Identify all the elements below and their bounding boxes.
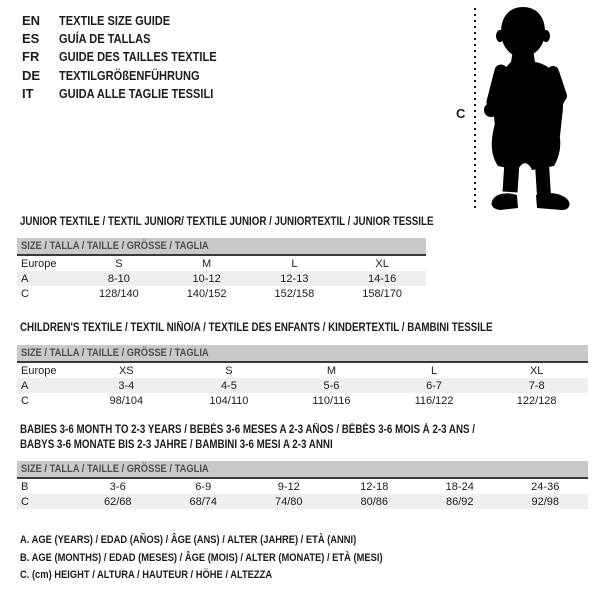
row-label: A [21,272,29,285]
age-cell: 10-12 [192,272,221,285]
age-cell: 5-6 [323,379,340,392]
size-cell: S [225,364,233,377]
row-label: Europe [21,257,57,270]
size-cell: L [431,364,438,377]
age-cell: 6-7 [426,379,443,392]
table-row-months [17,479,588,494]
height-cell: 80/86 [360,495,389,508]
height-cell: 110/116 [312,394,351,407]
children-table-title [20,321,576,336]
language-code: FR [22,49,40,65]
table-row-height [17,286,426,301]
babies-table-title [20,423,555,453]
size-header-text: SIZE / TALLA / TAILLE / GRÖSSE / TAGLIA [21,347,209,359]
size-header-text: SIZE / TALLA / TAILLE / GRÖSSE / TAGLIA [21,240,209,252]
row-label: C [21,394,29,407]
language-title: TEXTILE SIZE GUIDE [59,12,171,28]
height-cell: 152/158 [274,287,315,300]
legend-age-months: B. AGE (MONTHS) / EDAD (MESES) / ÂGE (MOIS) / ALTER (MONATE) / ETÀ (MESI) [20,551,383,564]
age-cell: 8-10 [107,272,130,285]
table-row-height [17,494,588,509]
language-title-list [22,11,244,103]
height-cell: 122/128 [516,394,557,407]
size-cell: M [326,364,337,377]
months-cell: 3-6 [109,480,126,493]
height-cell: 104/110 [209,394,249,407]
size-cell: L [291,257,298,270]
junior-size-table [17,238,426,301]
table-row-europe [17,363,588,378]
months-cell: 12-18 [360,480,389,493]
table-row-height [17,393,588,408]
babies-size-table [17,461,588,509]
height-cell: 140/152 [186,287,227,300]
children-table-title-text: CHILDREN'S TEXTILE / TEXTIL NIÑO/A / TEXTILE DES ENFANTS / KINDERTEXTIL / BAMBINI TESSILE [20,322,493,334]
row-label: C [21,495,29,508]
age-cell: 3-4 [118,379,135,392]
row-label: B [21,480,29,493]
legend-height-cm: C. (cm) HEIGHT / ALTURA / HAUTEUR / HÖHE / ALTEZZA [20,569,273,582]
language-title: GUÍA DE TALLAS [59,31,151,47]
months-cell: 18-24 [445,480,474,493]
height-cell: 158/170 [362,287,402,300]
language-title: TEXTILGRÖßENFÜHRUNG [59,67,200,83]
height-dotted-line [474,8,476,209]
size-cell: XS [118,364,134,377]
size-cell: XL [529,364,544,377]
height-cell: 74/80 [274,495,303,508]
babies-table-title-line1: BABIES 3-6 MONTH TO 2-3 YEARS / BEBÉS 3-6 MESES A 2-3 AÑOS / BÉBÉS 3-6 MOIS À 2-3 ANS / [20,424,476,436]
table-row-europe [17,256,426,271]
months-cell: 6-9 [195,480,212,493]
measurement-legend [20,532,447,585]
age-cell: 7-8 [528,379,545,392]
language-title: GUIDA ALLE TAGLIE TESSILI [59,86,214,102]
months-cell: 9-12 [277,480,300,493]
size-header-bar [17,461,588,477]
height-cell: 98/104 [109,394,144,407]
language-code: IT [22,86,34,102]
toddler-silhouette-icon [483,4,595,214]
height-cell: 128/140 [98,287,139,300]
language-code: EN [22,12,41,28]
language-row-it [22,85,244,103]
row-label: Europe [21,364,57,377]
height-cell: 68/74 [189,495,218,508]
age-cell: 4-5 [220,379,237,392]
junior-table-title-text: JUNIOR TEXTILE / TEXTIL JUNIOR/ TEXTILE JUNIOR / JUNIORTEXTIL / JUNIOR TESSILE [20,216,434,228]
legend-age-years: A. AGE (YEARS) / EDAD (AÑOS) / ÂGE (ANS) / ALTER (JAHRE) / ETÀ (ANNI) [20,534,357,546]
table-row-age [17,378,588,393]
height-measure-label: C [456,106,466,121]
language-row-de [22,66,244,84]
height-cell: 116/122 [414,394,454,407]
language-row-en [22,11,244,29]
language-row-fr [22,48,244,66]
size-header-text: SIZE / TALLA / TAILLE / GRÖSSE / TAGLIA [21,463,209,475]
age-cell: 12-13 [280,272,309,285]
months-cell: 24-36 [531,480,560,493]
language-code: DE [22,67,41,83]
children-size-table [17,345,588,408]
table-row-age [17,271,426,286]
row-label: C [21,287,29,300]
height-cell: 92/98 [531,495,560,508]
language-code: ES [22,31,40,47]
height-cell: 62/68 [103,495,132,508]
size-header-bar [17,238,426,254]
size-cell: M [202,257,212,270]
junior-table-title [20,215,506,230]
size-header-bar [17,345,588,361]
age-cell: 14-16 [368,272,397,285]
language-title: GUIDE DES TAILLES TEXTILE [59,49,217,65]
size-cell: S [115,257,123,270]
row-label: A [21,379,29,392]
size-cell: XL [375,257,389,270]
language-row-es [22,29,244,47]
babies-table-title-line2: BABYS 3-6 MONATE BIS 2-3 JAHRE / BAMBINI 3-6 MESI A 2-3 ANNI [20,439,333,451]
height-cell: 86/92 [445,495,474,508]
